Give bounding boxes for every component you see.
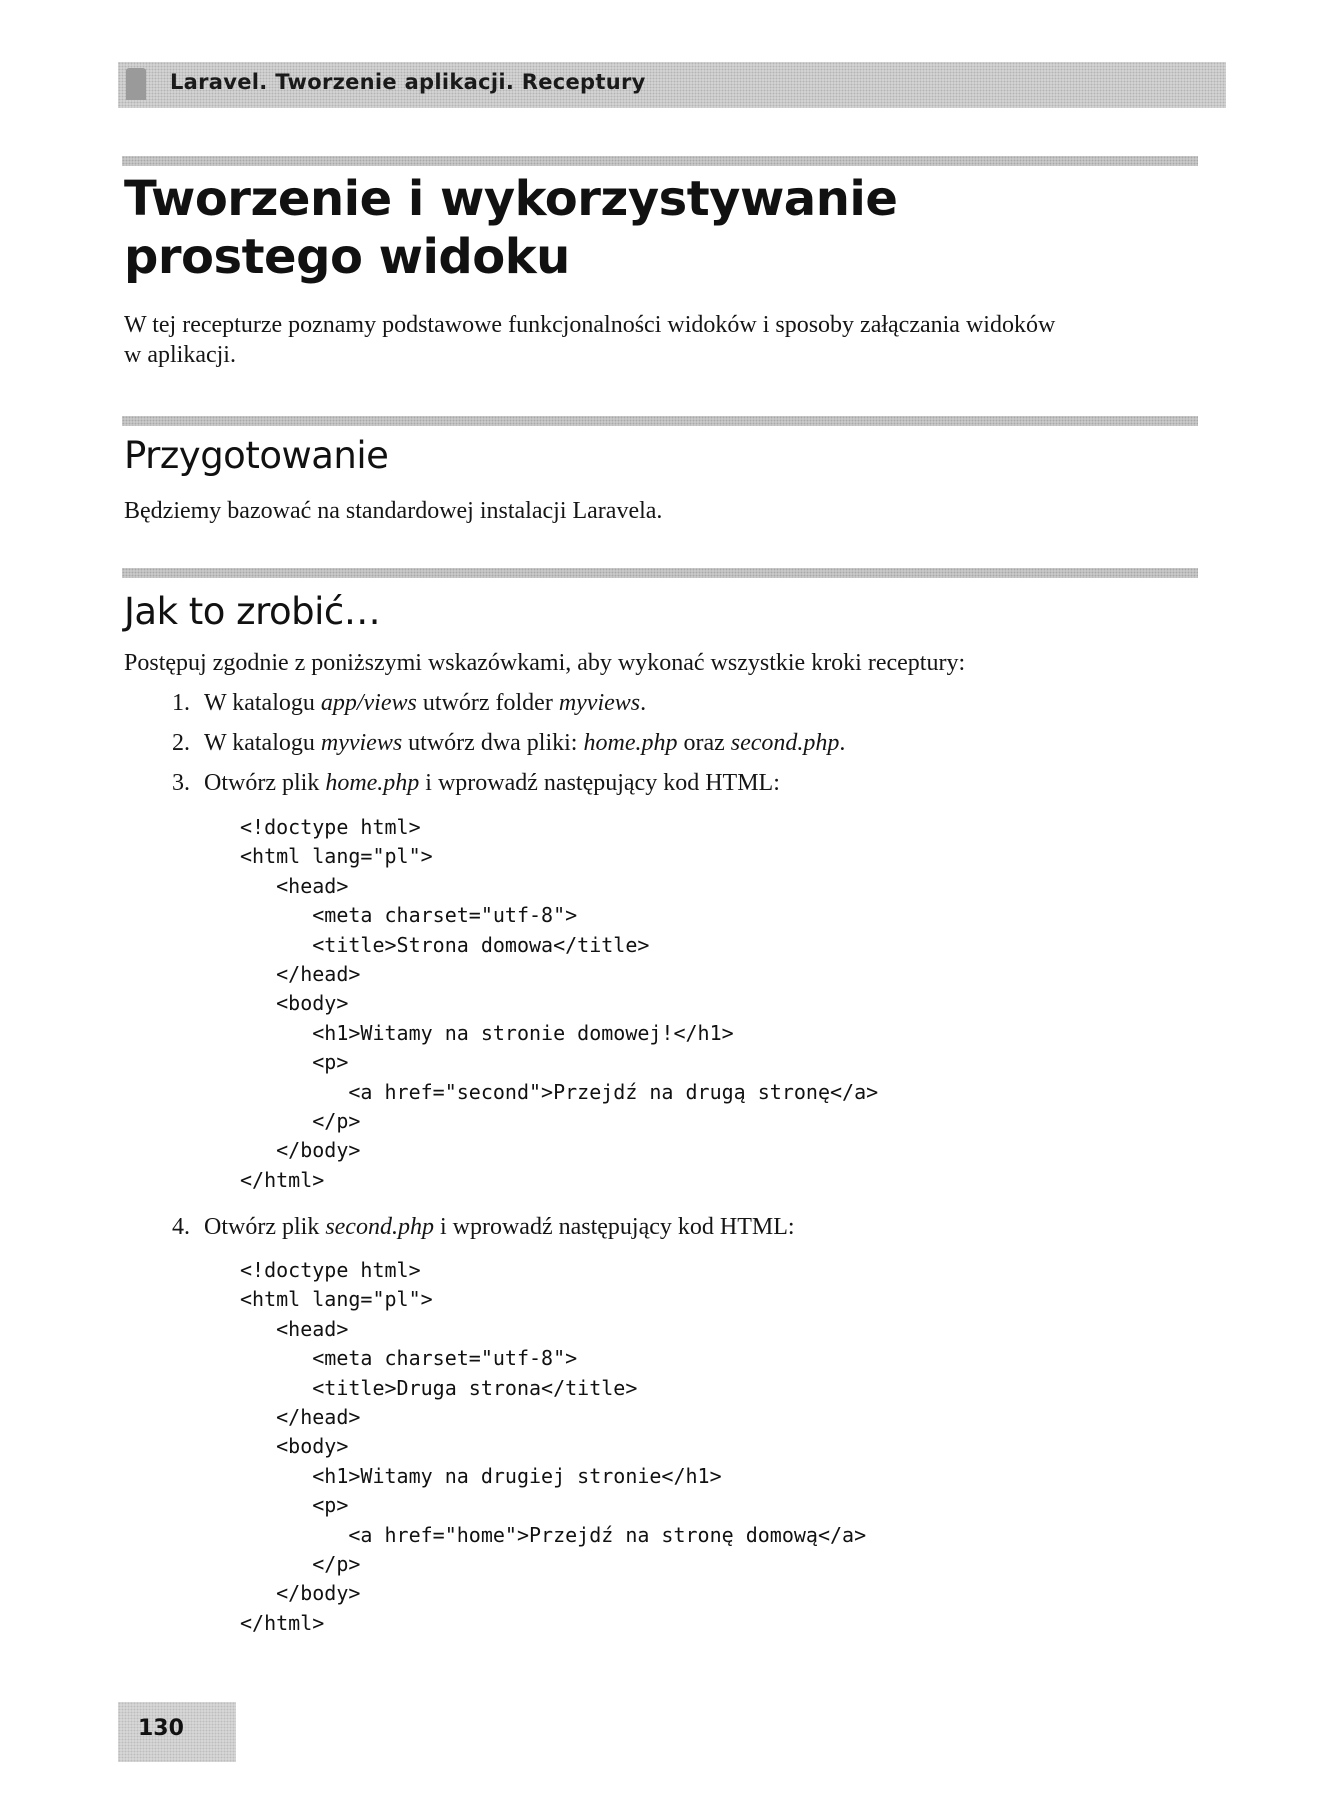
code-line: <a href="second">Przejdź na drugą stronę</a> [240,1079,879,1104]
code-line: </p> [240,1552,361,1577]
running-header-title: Laravel. Tworzenie aplikacji. Receptury [170,70,646,94]
code-line: <head> [240,873,349,898]
code-line: <html lang="pl"> [240,844,433,869]
code-line: </head> [240,962,361,987]
code-line: <!doctype html> [240,1258,421,1282]
step-4: 4. Otwórz plik second.php i wprowadź następujący kod HTML: [172,1214,795,1240]
preparation-rule [122,416,1198,426]
code-line: <meta charset="utf-8"> [240,903,578,928]
code-block-home [240,813,878,1195]
code-line: </html> [240,1167,325,1192]
step-3: 3. Otwórz plik home.php i wprowadź następujący kod HTML: [172,770,780,796]
code-line: </body> [240,1138,361,1163]
step-2: 2. W katalogu myviews utwórz dwa pliki: home.php oraz second.php. [172,730,846,756]
code-line: <h1>Witamy na drugiej stronie</h1> [240,1463,722,1488]
page-number: 130 [138,1716,184,1741]
code-line: <body> [240,1434,349,1459]
code-line: <h1>Witamy na stronie domowej!</h1> [240,1020,734,1045]
intro-paragraph [124,310,1204,370]
header-tab-marker [126,68,146,100]
code-line: <html lang="pl"> [240,1287,433,1312]
code-line: </body> [240,1581,361,1606]
preparation-text: Będziemy bazować na standardowej instalacji Laravela. [124,498,663,524]
step-1: 1. W katalogu app/views utwórz folder myviews. [172,690,647,716]
running-header [118,62,1226,108]
preparation-heading: Przygotowanie [124,434,389,477]
section-title-line2: prostego widoku [124,229,570,285]
code-block-second [240,1256,866,1638]
section-rule [122,156,1198,166]
code-line: </p> [240,1109,361,1134]
how-to-heading: Jak to zrobić… [124,590,381,633]
code-line: <title>Strona domowa</title> [240,932,650,957]
code-line: </html> [240,1610,325,1635]
code-line: <a href="home">Przejdź na stronę domową</a> [240,1522,867,1547]
code-line: <meta charset="utf-8"> [240,1346,578,1371]
intro-line2: w aplikacji. [124,342,236,368]
code-line: <body> [240,991,349,1016]
code-line: <p> [240,1493,349,1518]
how-to-intro: Postępuj zgodnie z poniższymi wskazówkami, aby wykonać wszystkie kroki receptury: [124,650,966,676]
intro-line1: W tej recepturze poznamy podstawowe funkcjonalności widoków i sposoby załączania widoków [124,312,1056,338]
code-line: </head> [240,1405,361,1430]
code-line: <head> [240,1316,349,1341]
how-to-rule [122,568,1198,578]
section-title-line1: Tworzenie i wykorzystywanie [124,171,898,227]
code-line: <title>Druga strona</title> [240,1375,638,1400]
code-line: <!doctype html> [240,815,421,839]
code-line: <p> [240,1050,349,1075]
section-title [124,170,1184,286]
